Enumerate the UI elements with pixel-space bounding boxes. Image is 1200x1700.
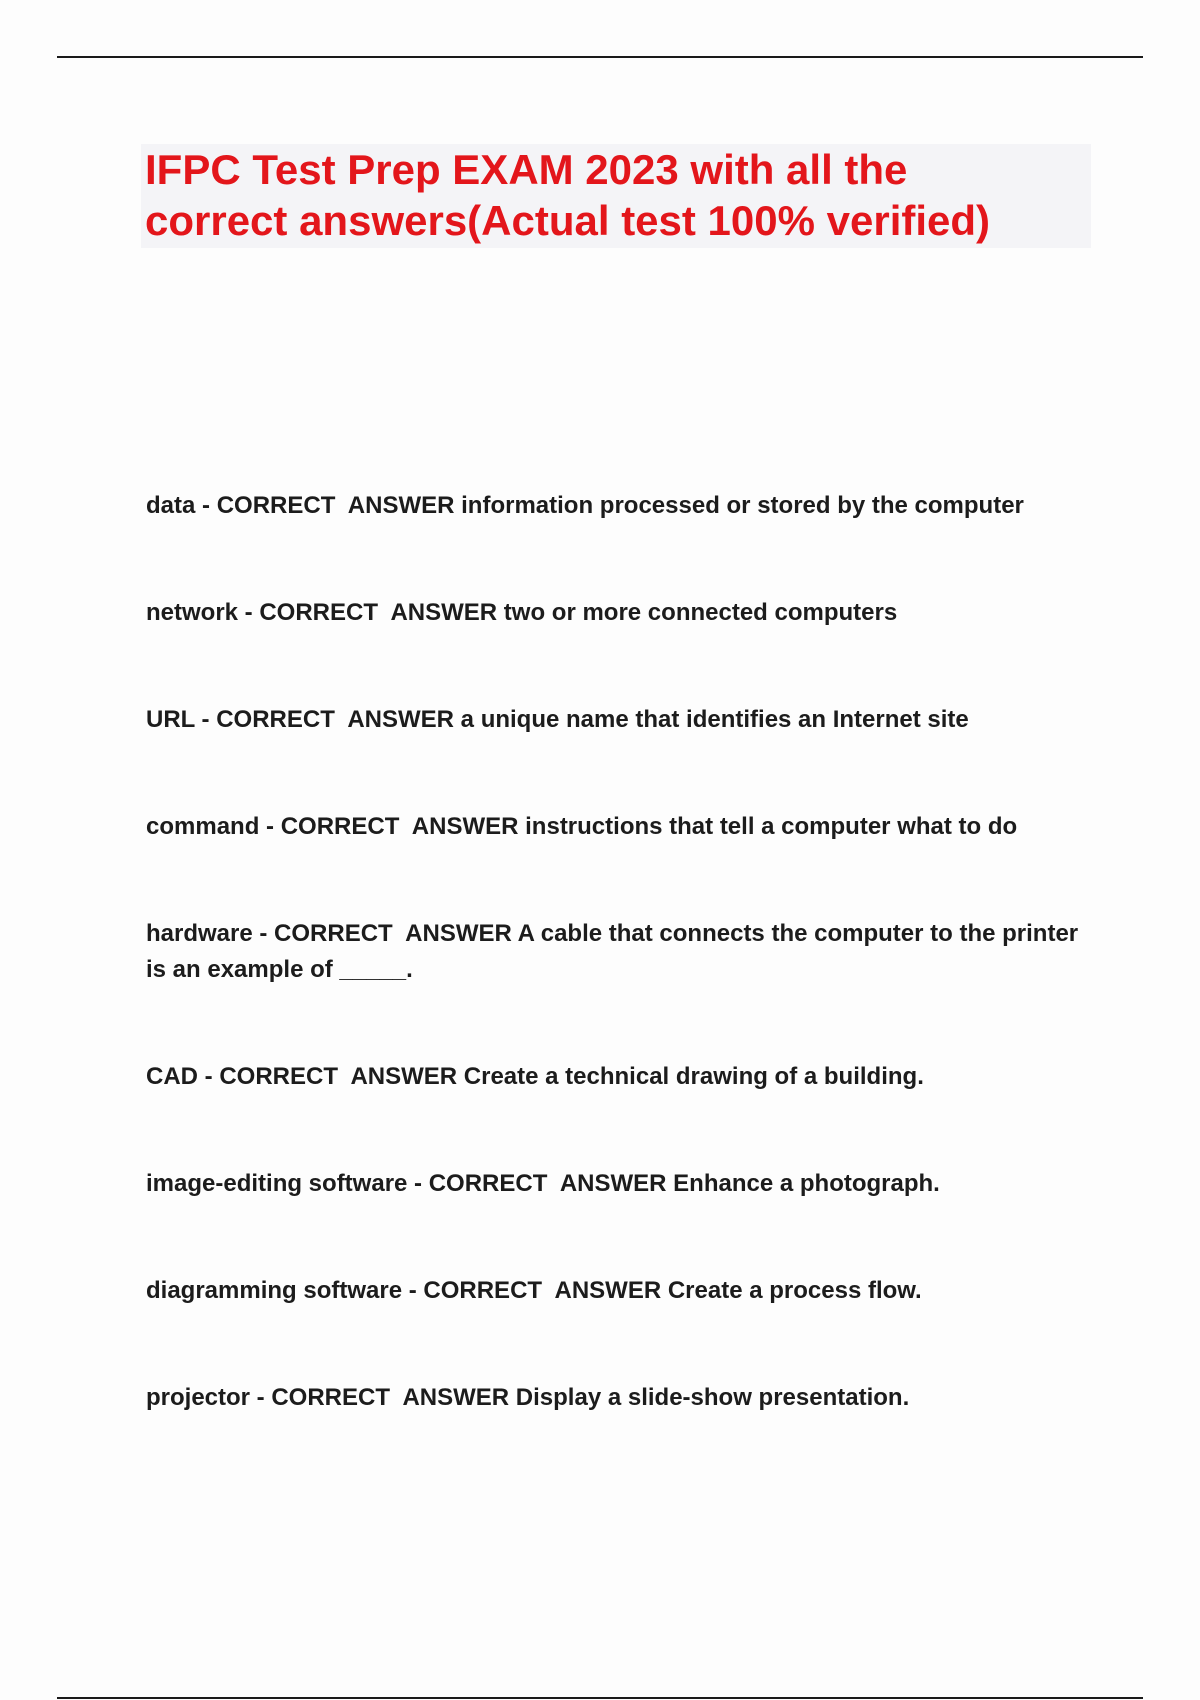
- qa-item-network: [146, 595, 1086, 631]
- separator: -: [252, 920, 275, 947]
- answer: Create a technical drawing of a building.: [463, 1063, 924, 1090]
- term: network: [146, 599, 239, 626]
- top-rule: [57, 56, 1143, 58]
- separator: -: [198, 1063, 220, 1090]
- term: hardware: [146, 920, 253, 947]
- correct-answer-marker: CORRECT ANSWER: [216, 706, 454, 733]
- correct-answer-marker: CORRECT ANSWER: [280, 813, 519, 840]
- qa-item-url: [146, 702, 1086, 738]
- correct-answer-marker: CORRECT ANSWER: [216, 492, 455, 519]
- separator: -: [250, 1384, 272, 1411]
- separator: -: [402, 1277, 424, 1304]
- term: projector: [146, 1384, 251, 1411]
- title-block: [141, 144, 1091, 248]
- separator: -: [238, 599, 260, 626]
- term: data: [146, 492, 196, 519]
- correct-answer-marker: CORRECT ANSWER: [259, 599, 498, 626]
- separator: -: [407, 1170, 429, 1197]
- separator: -: [194, 706, 217, 733]
- answer: A cable that connects the computer to the printer is an example of _____.: [146, 920, 1079, 983]
- correct-answer-marker: CORRECT ANSWER: [423, 1277, 662, 1304]
- qa-item-data: [146, 488, 1086, 524]
- separator: -: [195, 492, 217, 519]
- qa-item-hardware: [146, 916, 1086, 988]
- title-line-1: IFPC Test Prep EXAM 2023 with all the: [145, 146, 908, 193]
- term: CAD: [146, 1063, 198, 1090]
- correct-answer-marker: CORRECT ANSWER: [274, 920, 512, 947]
- qa-item-image-editing-software: [146, 1166, 1086, 1202]
- bottom-rule: [57, 1697, 1143, 1699]
- term: diagramming software: [146, 1277, 403, 1304]
- answer: two or more connected computers: [503, 599, 898, 626]
- term: command: [146, 813, 260, 840]
- answer: Create a process flow.: [667, 1277, 922, 1304]
- qa-item-cad: [146, 1059, 1086, 1095]
- title-line-2: correct answers(Actual test 100% verified): [145, 197, 991, 244]
- term: URL: [146, 706, 195, 733]
- answer: Display a slide-show presentation.: [515, 1384, 910, 1411]
- answer: instructions that tell a computer what to do: [525, 813, 1018, 840]
- separator: -: [259, 813, 281, 840]
- correct-answer-marker: CORRECT ANSWER: [271, 1384, 510, 1411]
- term: image-editing software: [146, 1170, 408, 1197]
- correct-answer-marker: CORRECT ANSWER: [219, 1063, 458, 1090]
- answer: a unique name that identifies an Internet site: [460, 706, 969, 733]
- qa-item-projector: [146, 1380, 1086, 1416]
- document-title: [145, 144, 990, 246]
- answer: Enhance a photograph.: [673, 1170, 940, 1197]
- qa-item-command: [146, 809, 1086, 845]
- answer: information processed or stored by the computer: [461, 492, 1024, 519]
- qa-item-diagramming-software: [146, 1273, 1086, 1309]
- correct-answer-marker: CORRECT ANSWER: [428, 1170, 667, 1197]
